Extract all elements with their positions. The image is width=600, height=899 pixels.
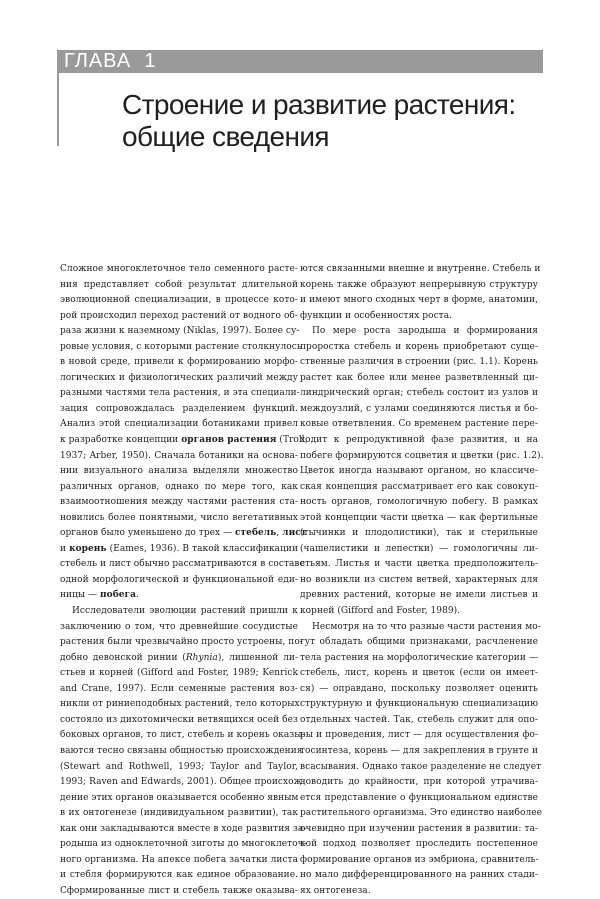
text-line: стебель и лист обычно рассматриваются в составе — [60, 559, 305, 570]
text-line: очевидно при изучении растения в развитии: та- — [300, 823, 538, 834]
text-line: стьев и корней (Gifford and Foster, 1989; Kenrick — [60, 668, 298, 679]
text-line: новились более понятными, число вегетативных — [60, 512, 298, 523]
text-line: ры и проведения, лист — для осуществления фо- — [300, 730, 538, 741]
text-line: ская концепция рассматривает его как совокуп- — [300, 481, 538, 492]
text-line: ях онтогенеза. — [300, 885, 371, 896]
text-line: никли от риниеподобных растений, тело которых — [60, 699, 300, 710]
text-line: но возникли из систем ветвей, характерных для — [300, 574, 538, 585]
text-line: линдрический орган; стебель состоит из узлов и — [300, 388, 538, 399]
text-line: проростка стебель и корень приобретают суще- — [300, 341, 538, 352]
text-line: гут обладать общими признаками, расчленение — [300, 637, 538, 648]
chapter-word: ГЛАВА — [64, 50, 132, 72]
text-line: к разработке концепции органов растения (Troll, — [60, 435, 308, 446]
chapter-title-rule — [57, 73, 59, 146]
text-line: стебель, лист, корень и цветок (если он имеет- — [300, 668, 538, 679]
bold-term: лист — [282, 528, 307, 539]
text-line: боковых органов, то лист, стебель и корень оказы- — [60, 730, 305, 741]
text-line: ного организма. На апексе побега зачатки листа — [60, 854, 298, 865]
text-line: (чашелистики и лепестки) — гомологичны ли- — [300, 543, 538, 554]
text-line: функции и особенностях роста. — [300, 310, 453, 321]
text-line: растет как более или менее разветвленный ци- — [300, 372, 538, 383]
text-line: тосинтеза, корень — для закрепления в грунте и — [300, 745, 538, 756]
text-line: разными частями тела растения, и эта специали- — [60, 388, 300, 399]
text-line: (тычинки и плодолистики), так и стерильные — [300, 528, 538, 539]
bold-term: стебель — [235, 528, 277, 539]
text-line: отдельных частей. Так, стебель служит для опо- — [300, 714, 538, 725]
chapter-title — [122, 89, 532, 153]
text-line: ются связанными внешне и внутренне. Стебель и — [300, 264, 541, 274]
text-line: состояло из дихотомически ветвящихся осей без — [60, 714, 298, 725]
text-line: и корень (Eames, 1936). В такой классификации — [60, 543, 298, 554]
text-line: и стебля формируются как единое образование. — [60, 870, 298, 881]
text-line: ровые условия, с которыми растение столкнулось — [60, 341, 302, 352]
text-column-right — [300, 262, 544, 899]
chapter-title-line-2: общие сведения — [122, 121, 329, 152]
text-line: в новой среде, привели к формированию морфо- — [60, 357, 298, 368]
text-line: and Crane, 1997). Если семенные растения воз- — [60, 683, 298, 694]
bold-term: корень — [69, 543, 107, 554]
text-line: побеге формируются соцветия и цветки (рис. 1.2). — [300, 450, 544, 461]
text-line: корней (Gifford and Foster, 1989). — [300, 606, 461, 617]
text-line: как они закладываются вместе в ходе развития за- — [60, 823, 307, 834]
text-line: ковые ответвления. Со временем растение пере- — [300, 419, 538, 430]
text-line: заключению о том, что древнейшие сосудистые — [60, 621, 298, 632]
chapter-number: 1 — [144, 50, 157, 72]
bold-term: побега — [100, 590, 136, 601]
text-line: в их онтогенезе (индивидуальном развитии), так — [60, 808, 298, 819]
text-line: ходит к репродуктивной фазе развития, и на — [300, 435, 538, 446]
text-line: взаимоотношения между частями растения ста- — [60, 497, 298, 508]
text-line: растения были чрезвычайно просто устроены, по- — [60, 637, 303, 648]
italic-term: Rhynia — [185, 652, 218, 663]
chapter-label — [64, 48, 156, 75]
text-line: нии визуального анализа выделяли множество — [60, 466, 298, 477]
text-line: Анализ этой специализации ботаниками привел — [60, 419, 298, 430]
text-line: логических и физиологических различий между — [60, 372, 298, 383]
text-line: кой подход позволяет проследить постепенное — [300, 839, 538, 850]
text-line: ваются тесно связаны общностью происхождения — [60, 745, 303, 756]
text-line: но мало дифференцированного на ранних стади- — [300, 870, 538, 881]
text-line: По мере роста зародыша и формирования — [312, 326, 538, 337]
bold-term: органов растения — [181, 435, 277, 446]
text-line: Исследователи эволюции растений пришли к — [72, 606, 298, 617]
text-line: доводить до крайности, при которой утрачива- — [300, 777, 538, 788]
text-line: ется представление о функциональном единстве — [300, 792, 538, 803]
text-line: ния представляет собой результат длительной — [60, 279, 298, 290]
text-line: ницы — побега. — [60, 590, 139, 601]
text-line: формирование органов из эмбриона, сравнитель- — [300, 854, 539, 865]
text-line: междоузлий, с узлами соединяются листья и бо- — [300, 403, 538, 414]
text-line: органов было уменьшено до трех — стебель, лист — [60, 528, 307, 539]
text-line: Цветок иногда называют органом, но классиче- — [300, 466, 538, 477]
text-line: тела растения на морфологические категории — — [300, 652, 538, 663]
text-line: всасывания. Однако такое разделение не следует — [300, 761, 542, 772]
text-line: структурную и функциональную специализацию — [300, 699, 538, 710]
text-line: (Stewart and Rothwell, 1993; Taylor and Taylor, — [60, 761, 298, 772]
text-line: зация сопровождалась разделением функций. — [60, 403, 298, 414]
text-line: ся) — оправдано, поскольку позволяет оценить — [300, 683, 538, 694]
text-line: эволюционной специализации, в процессе кото- — [60, 295, 298, 306]
text-line: одной морфологической и функциональной еди- — [60, 574, 298, 585]
text-line: Несмотря на то что разные части растения мо- — [312, 621, 541, 632]
text-line: Сформированные лист и стебель также оказыва- — [60, 885, 298, 896]
text-line: стьям. Листья и части цветка предположитель- — [300, 559, 538, 570]
text-line: 1937; Arber, 1950). Сначала ботаники на основа- — [60, 450, 298, 461]
text-line: растительного организма. Это единство наиболее — [300, 808, 542, 819]
text-line: добно девонской ринии (Rhynia), лишенной ли- — [60, 652, 298, 663]
text-line: дение этих органов оказывается особенно явным — [60, 792, 299, 803]
text-line: этой концепции части цветка — как фертильные — [300, 512, 538, 523]
text-line: раза жизни к наземному (Niklas, 1997). Более су- — [60, 326, 300, 337]
text-line: корень также образуют непрерывную структуру — [300, 279, 538, 290]
text-line: ность органов, гомологичную побегу. В рамках — [300, 497, 538, 508]
text-line: различных органов, однако по мере того, как — [60, 481, 298, 492]
text-line: и имеют много сходных черт в форме, анатомии, — [300, 295, 538, 306]
text-line: родыша из одноклеточной зиготы до многоклеточ- — [60, 839, 307, 850]
text-line: 1993; Raven and Edwards, 2001). Общее происхож- — [60, 777, 305, 788]
text-line: Сложное многоклеточное тело семенного расте- — [60, 264, 298, 274]
text-line: ственные различия в строении (рис. 1.1). Корень — [300, 357, 538, 368]
text-column-left — [60, 262, 308, 899]
chapter-title-line-1: Строение и развитие растения: — [122, 89, 516, 120]
text-line: древних растений, которые не имели листьев и — [300, 590, 538, 601]
text-line: рой происходил переход растений от водного об- — [60, 310, 298, 321]
